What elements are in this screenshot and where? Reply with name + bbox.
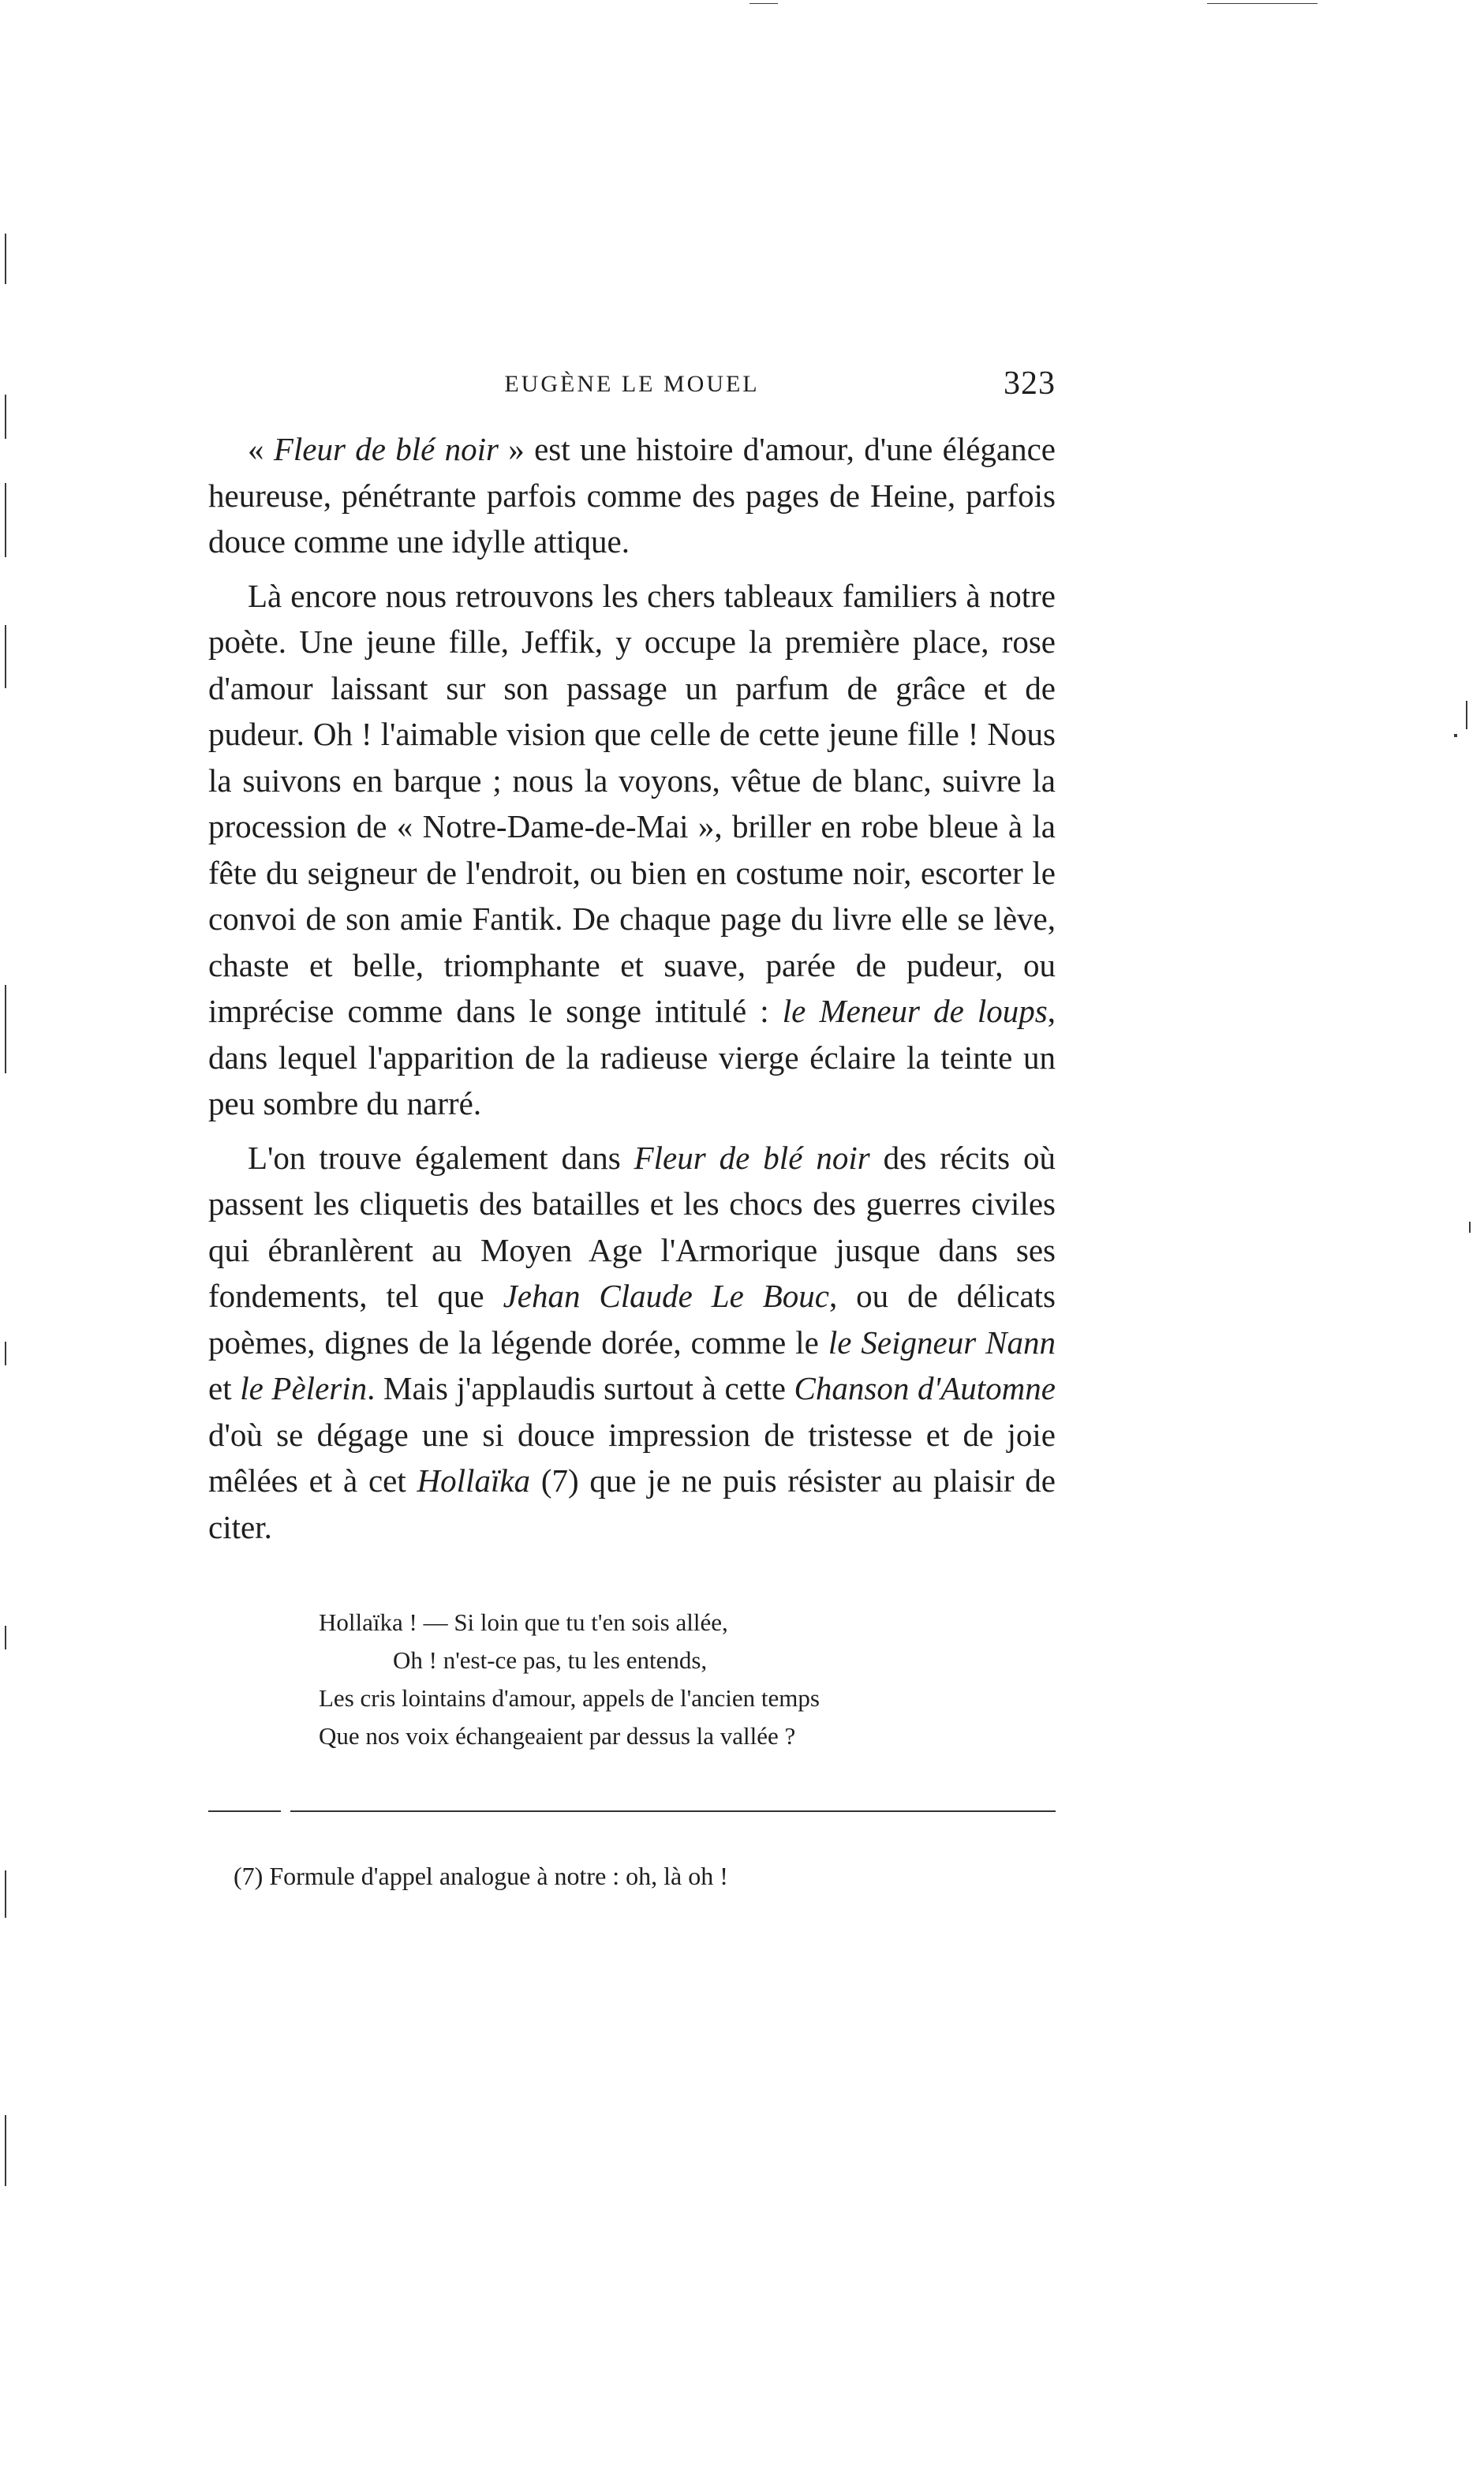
work-title: Fleur de blé noir — [273, 431, 499, 467]
verse-line: Les cris lointains d'amour, appels de l'ancien temps — [319, 1684, 820, 1712]
work-title: le Seigneur Nann — [828, 1323, 1056, 1361]
work-title: Fleur de blé noir — [634, 1139, 870, 1176]
paragraph-text: des récits où passent les cliquetis des batailles et les chocs des guerres civiles qui ébranlèrent au Moyen Age l'Armorique jusque dans ses fondements, tel que — [208, 1139, 1056, 1314]
scan-mark — [5, 985, 6, 1073]
scan-mark — [5, 395, 6, 439]
work-title: Hollaïka — [417, 1462, 531, 1499]
paragraph-text: (7) que je ne puis résister au plaisir de citer. — [208, 1462, 1056, 1545]
scan-mark — [5, 234, 6, 284]
quote-mark: « — [248, 431, 274, 467]
work-title: Chanson d'Automne — [794, 1370, 1056, 1406]
paragraph — [208, 1135, 1056, 1551]
scan-mark — [5, 1626, 6, 1649]
verse-line: Que nos voix échangeaient par dessus la vallée ? — [319, 1722, 796, 1750]
paragraph — [208, 573, 1056, 1127]
paragraph-text: . Mais j'applaudis surtout à cette — [367, 1370, 794, 1406]
work-title: Jehan Claude Le Bouc — [503, 1278, 829, 1314]
scan-mark — [749, 3, 778, 4]
verse-quotation — [319, 1604, 1029, 1755]
body-text — [208, 426, 1056, 1550]
paragraph — [208, 426, 1056, 565]
scan-mark — [1454, 734, 1457, 737]
paragraph-text: est une histoire d'amour, d'une élégance heureuse, pénétrante parfois comme des pages de Heine, parfois douce comme une idylle attique. — [208, 431, 1056, 560]
page-number: 323 — [1004, 365, 1056, 402]
paragraph-text: Là encore nous retrouvons les chers tableaux familiers à notre poète. Une jeune fille, Jeffik, y occupe la première place, rose d'amour laissant sur son passage un parfum de grâce et de pudeur. Oh ! l'aimable vision que celle de cette jeune fille ! Nous la suivons en barque ; nous la voyons, vêtue de blanc, suivre la procession de « Notre-Dame-de-Mai », briller en robe bleue à la fête du seigneur de l'endroit, ou bien en costume noir, escorter le convoi de son amie Fantik. De chaque page du livre elle se lève, chaste et belle, triomphante et suave, parée de pudeur, ou imprécise comme dans le songe intitulé : — [208, 577, 1056, 1029]
footnote: (7) Formule d'appel analogue à notre : oh, là oh ! — [234, 1862, 728, 1890]
scan-mark — [1207, 3, 1318, 4]
paragraph-text: , ou de délicats poèmes, dignes de la légende dorée, comme le — [208, 1278, 1056, 1361]
scan-mark — [5, 1870, 6, 1918]
footnote-rule — [290, 1810, 1056, 1812]
paragraph-text: , dans lequel l'apparition de la radieuse vierge éclaire la teinte un peu sombre du narré. — [208, 993, 1056, 1121]
footnote-rule — [208, 1810, 281, 1812]
scan-mark — [5, 483, 6, 557]
paragraph-text: d'où se dégage une si douce impression de tristesse et de joie mêlées et à cet — [208, 1416, 1056, 1499]
work-title: le Meneur de loups — [782, 993, 1048, 1029]
paragraph-text: et — [208, 1370, 241, 1406]
work-title: le Pèlerin — [240, 1370, 368, 1406]
verse-line: Hollaïka ! — Si loin que tu t'en sois allée, — [319, 1608, 728, 1636]
paragraph-text: L'on trouve également dans — [248, 1139, 634, 1176]
scan-mark — [1466, 701, 1467, 729]
quote-mark: » — [498, 431, 525, 467]
scan-mark — [5, 1342, 6, 1365]
scan-mark — [1469, 1222, 1471, 1233]
verse-line: Oh ! n'est-ce pas, tu les entends, — [393, 1646, 708, 1674]
scan-mark — [5, 625, 6, 688]
page-header — [208, 365, 1056, 412]
running-title: EUGÈNE LE MOUEL — [504, 371, 760, 397]
scan-mark — [5, 2115, 6, 2186]
